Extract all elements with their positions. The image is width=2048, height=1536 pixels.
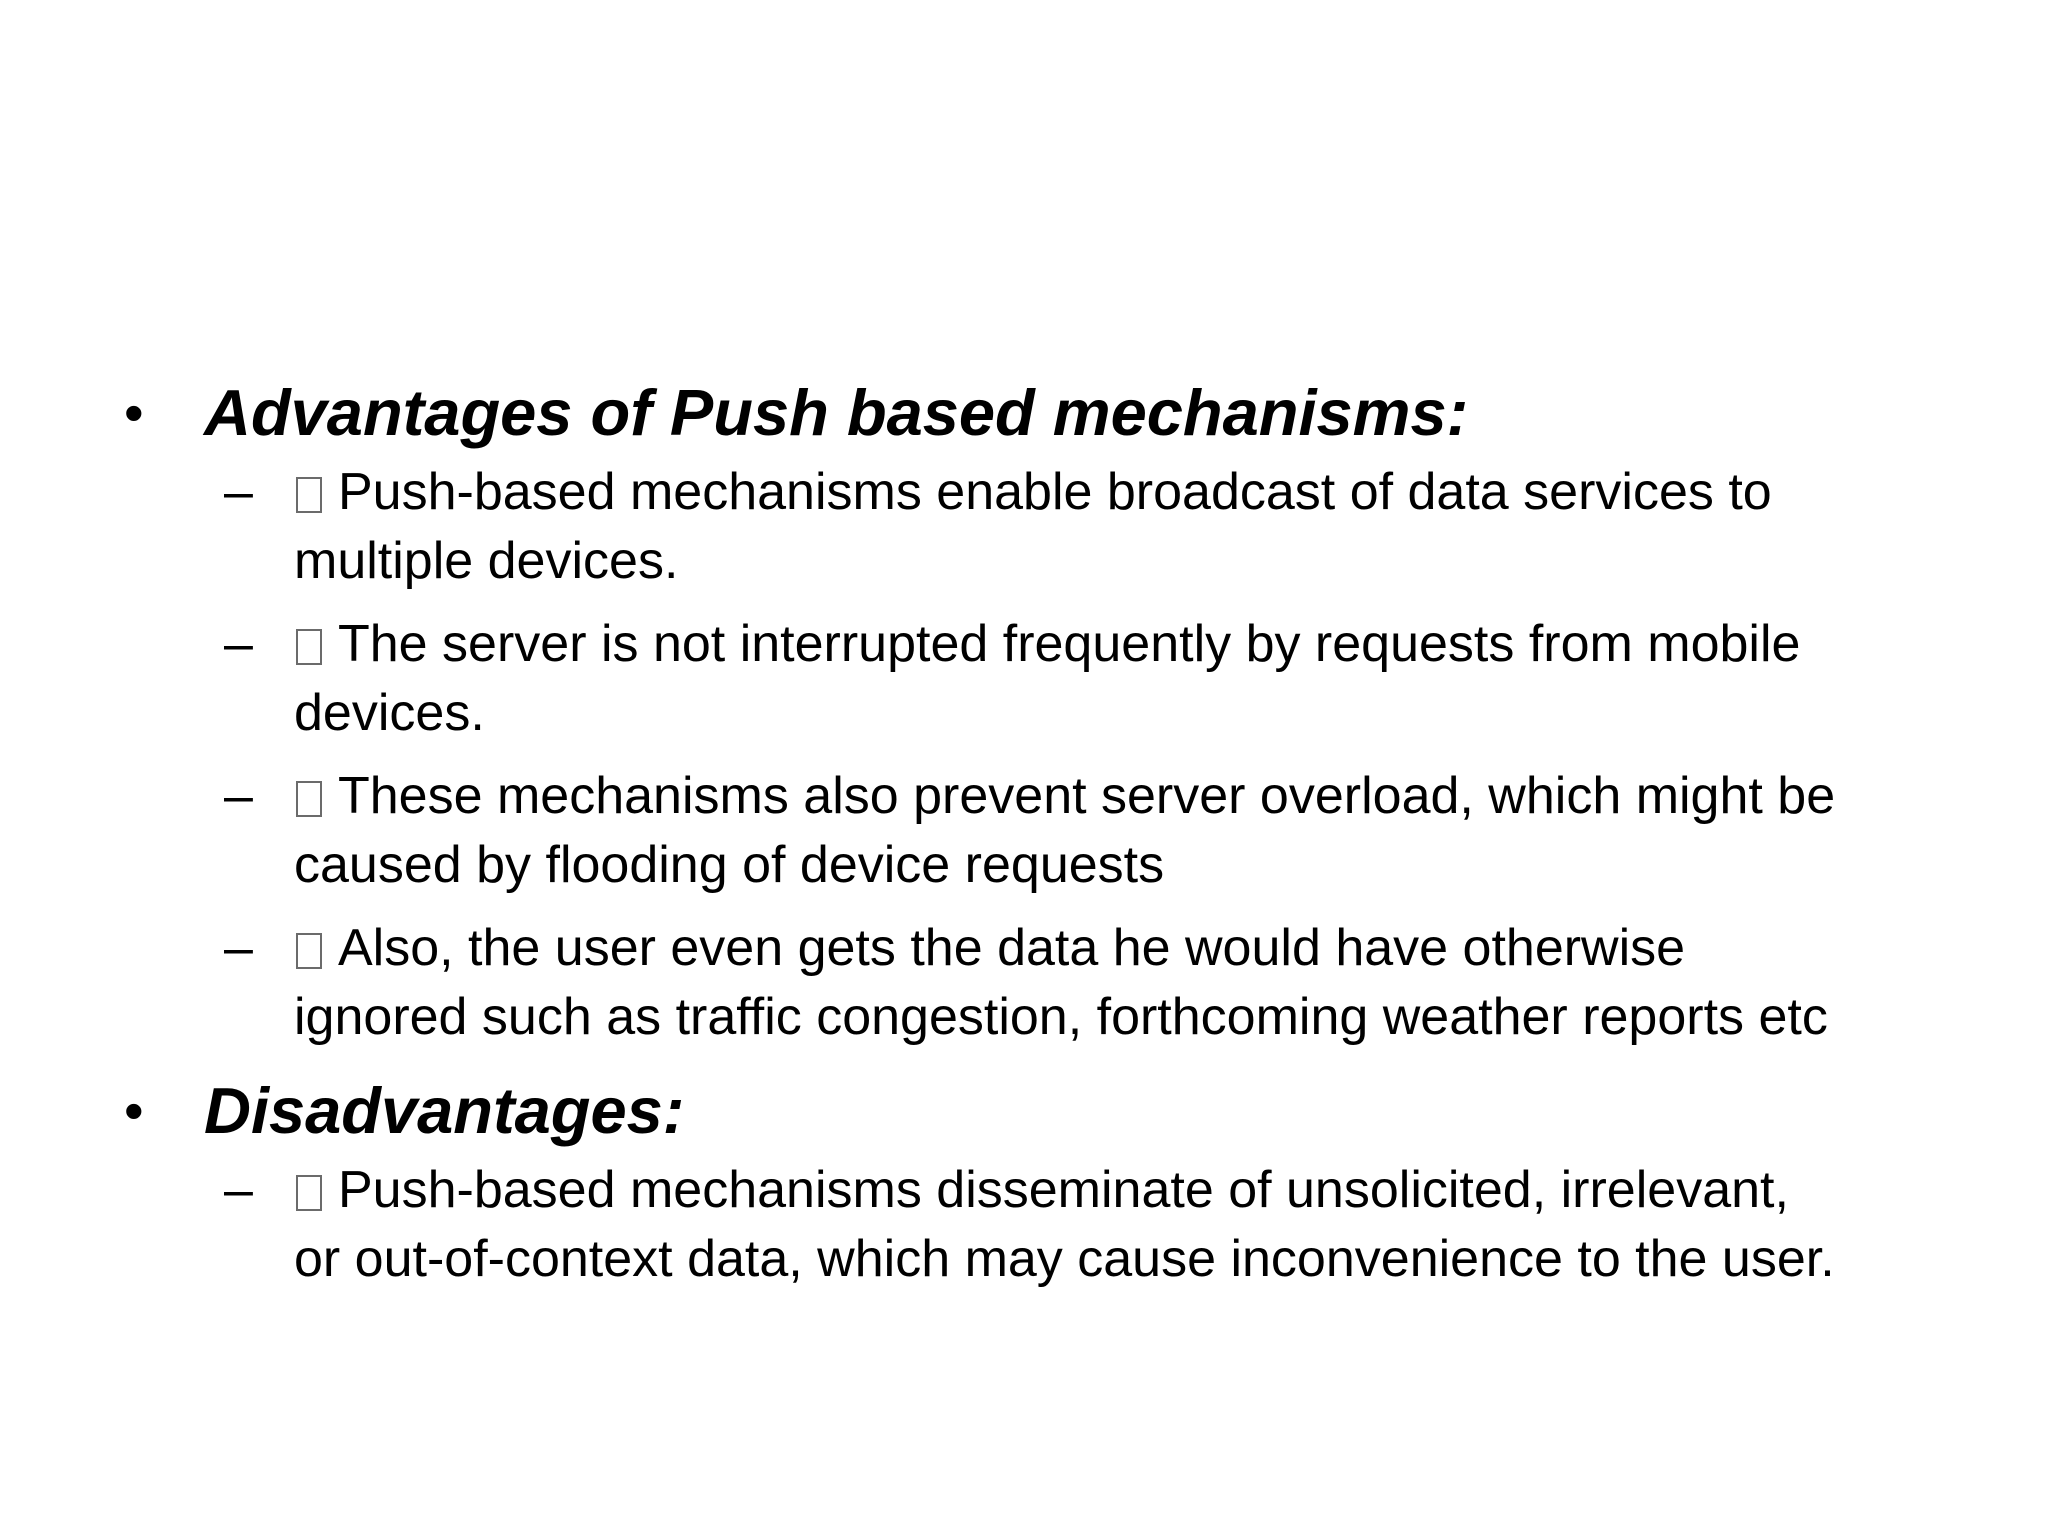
dash-icon: –	[224, 1161, 253, 1219]
list-item	[120, 762, 1840, 900]
list-item-text: The server is not interrupted frequently by requests from mobile devices.	[294, 615, 1801, 742]
slide-content	[120, 368, 1940, 1308]
disadvantages-heading-text: Disadvantages:	[204, 1074, 685, 1147]
dash-icon: –	[224, 615, 253, 673]
list-item	[120, 458, 1840, 596]
list-item-text: Push-based mechanisms disseminate of unsolicited, irrelevant, or out-of-context data, which may cause inconvenience to the user.	[294, 1161, 1835, 1288]
bullet-icon: •	[124, 1079, 144, 1142]
missing-glyph-box-icon	[296, 629, 322, 665]
advantages-heading-text: Advantages of Push based mechanisms:	[204, 376, 1469, 449]
list-item-text: These mechanisms also prevent server overload, which might be caused by flooding of device requests	[294, 767, 1836, 894]
missing-glyph-box-icon	[296, 477, 322, 513]
advantages-section	[120, 368, 1940, 1052]
dash-icon: –	[224, 463, 253, 521]
list-item	[120, 610, 1840, 748]
advantages-heading	[120, 368, 1940, 458]
disadvantages-heading	[120, 1066, 1940, 1156]
dash-icon: –	[224, 767, 253, 825]
disadvantages-list	[120, 1156, 1940, 1294]
missing-glyph-box-icon	[296, 933, 322, 969]
disadvantages-section	[120, 1066, 1940, 1294]
dash-icon: –	[224, 919, 253, 977]
list-item-text: Push-based mechanisms enable broadcast of data services to multiple devices.	[294, 463, 1772, 590]
missing-glyph-box-icon	[296, 781, 322, 817]
list-item-text: Also, the user even gets the data he would have otherwise ignored such as traffic congestion, forthcoming weather reports etc	[294, 919, 1828, 1046]
list-item	[120, 1156, 1840, 1294]
missing-glyph-box-icon	[296, 1175, 322, 1211]
bullet-icon: •	[124, 381, 144, 444]
advantages-list	[120, 458, 1940, 1052]
list-item	[120, 914, 1840, 1052]
